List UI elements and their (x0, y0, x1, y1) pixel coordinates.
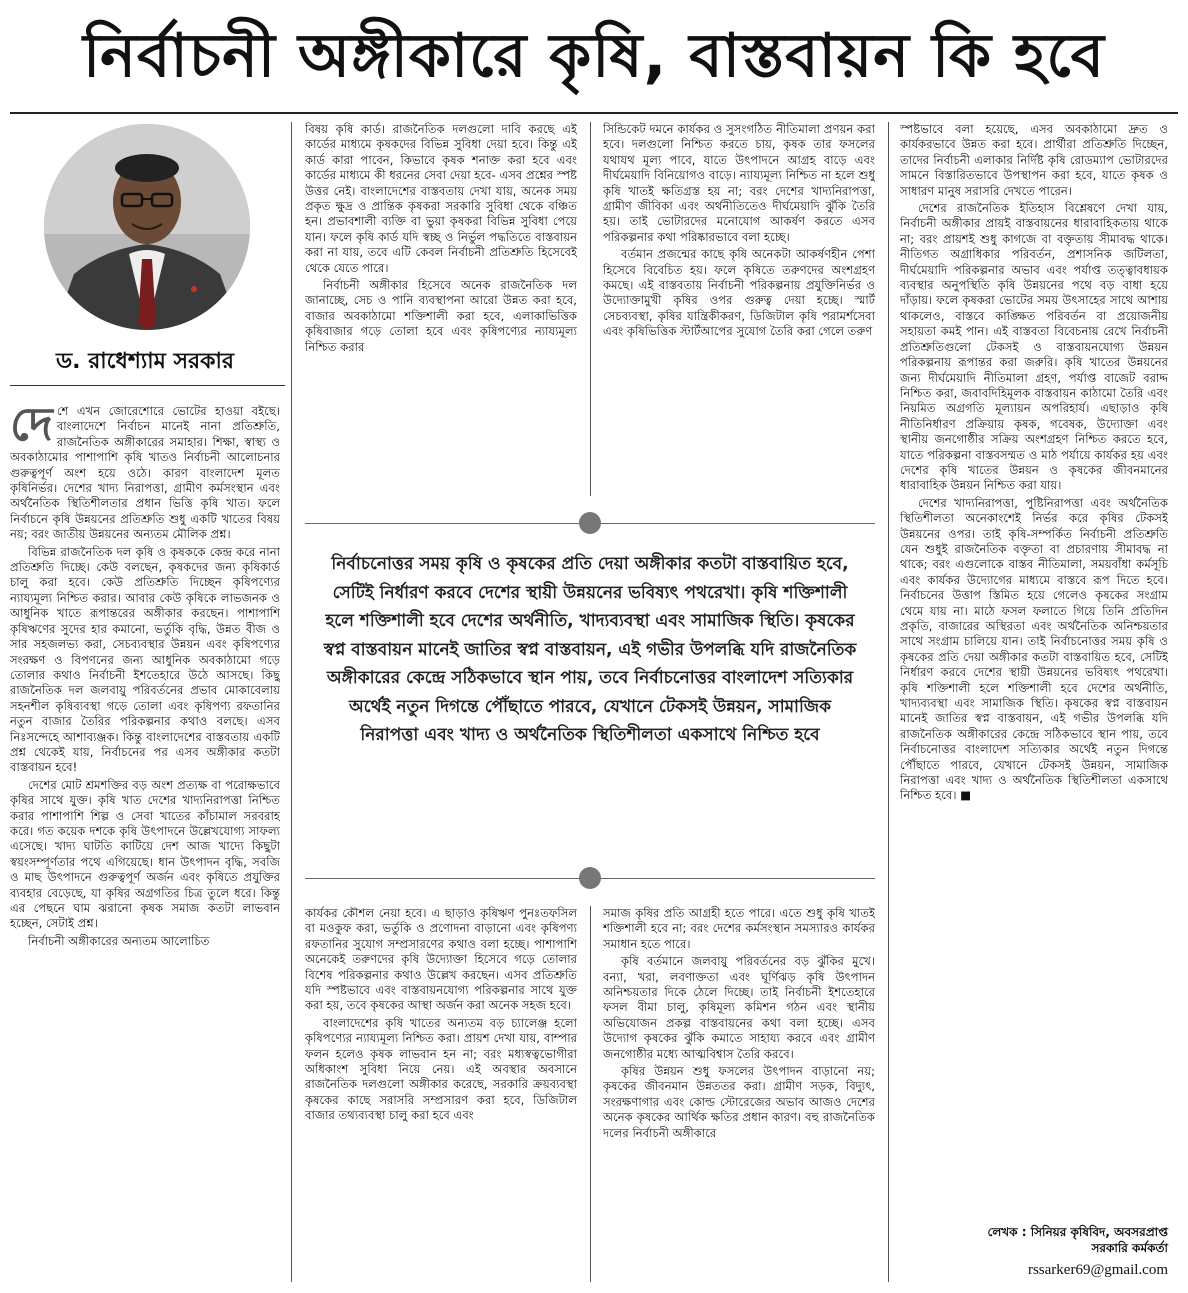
paragraph (10, 404, 280, 543)
headline: নির্বাচনী অঙ্গীকারে কৃষি, বাস্তবায়ন কি হবে (82, 21, 1106, 91)
paragraph: বিষয় কৃষি কার্ড। রাজনৈতিক দলগুলো দাবি করছে এই কার্ডের মাধ্যমে কৃষকদের বিভিন্ন সুবিধা দেয়া হবে। কিন্তু এই কার্ড কারা পাবেন, কিভাবে কৃষক শনাক্ত করা হবে এবং কার্ডের মাধ্যমে কী ধরনের সেবা দেয়া হবে- এসব প্রশ্নের স্পষ্ট উত্তর নেই। বাংলাদেশের বাস্তবতায় দেখা যায়, অনেক সময় প্রকৃত ক্ষুদ্র ও প্রান্তিক কৃষকরা সরকারি সুবিধা থেকে বঞ্চিত হন। প্রভাবশালী ব্যক্তি বা ভুয়া কৃষকরা বিভিন্ন সুবিধা পেয়ে যান। ফলে কৃষি কার্ড যদি স্বচ্ছ ও নির্ভুল পদ্ধতিতে বাস্তবায়ন করা না যায়, তবে এটি কেবল নির্বাচনী প্রতিশ্রুতি হিসেবেই থেকে যেতে পারে। (305, 122, 577, 275)
paragraph: কার্যকর কৌশল নেয়া হবে। এ ছাড়াও কৃষিঋণ পুনঃতফসিল বা মওকুফ করা, ভর্তুকি ও প্রণোদনা বাড়ানো এবং কৃষিপণ্য রফতানির সুযোগ সম্প্রসারণের কথাও বলা হচ্ছে। পাশাপাশি অনেকেই তরুণদের কৃষি উদ্যোক্তা হিসেবে গড়ে তোলার বিশেষ পরিকল্পনার কথাও উল্লেখ করছেন। এসব প্রতিশ্রুতি যদি স্পষ্টভাবে এবং বাস্তবায়নযোগ্য পরিকল্পনার সাথে যুক্ত করা হয়, তবে কৃষকের আস্থা অর্জন করা অনেক সহজ হবে। (305, 906, 577, 1013)
author-photo (44, 124, 250, 330)
paragraph: বিভিন্ন রাজনৈতিক দল কৃষি ও কৃষককে কেন্দ্র করে নানা প্রতিশ্রুতি দিচ্ছে। কেউ বলছেন, কৃষকদের জন্য কৃষিকার্ড চালু করা হবে। কেউ প্রতিশ্রুতি দিচ্ছেন কৃষিপণ্যের ন্যায্যমূল্য নিশ্চিত করার। আবার কেউ কৃষিকে লাভজনক ও আধুনিক খাতে রূপান্তরের অঙ্গীকার করছেন। পাশাপাশি কৃষিঋণের সুদের হার কমানো, ভর্তুকি বৃদ্ধি, উন্নত বীজ ও সার সহজলভ্য করা, সেচব্যবস্থার উন্নয়ন এবং কৃষিপণ্যের সংরক্ষণ ও বিপণনের জন্য আধুনিক অবকাঠামো গড়ে তোলার কথাও নির্বাচনী ইশতেহারে উঠে আসছে। কিছু রাজনৈতিক দল জলবায়ু পরিবর্তনের প্রভাব মোকাবেলায় সহনশীল কৃষিব্যবস্থা গড়ে তোলা এবং কৃষিপণ্য রফতানির নতুন বাজার তৈরির পরিকল্পনার কথাও বলছে। এসব নিঃসন্দেহে আশাব্যঞ্জক। কিন্তু বাংলাদেশের বাস্তবতায় একটি প্রশ্ন থেকেই যায়, নির্বাচনের পর এসব অঙ্গীকার কতটা বাস্তবায়ন হবে! (10, 544, 280, 775)
column-3-top (603, 122, 875, 496)
dropcap: দে (10, 404, 53, 451)
column-2-top (305, 122, 577, 496)
author-note-line-2: সরকারি কর্মকর্তা (1091, 1241, 1168, 1255)
paragraph: বর্তমান প্রজন্মের কাছে কৃষি অনেকটা আকর্ষণহীন পেশা হিসেবে বিবেচিত হয়। ফলে কৃষিতে তরুণদের অংশগ্রহণ কমছে। এই বাস্তবতায় নির্বাচনী পরিকল্পনায় প্রযুক্তিনির্ভর ও উদ্যোক্তামুখী কৃষির ওপর গুরুত্ব দেয়া হচ্ছে। স্মার্ট সেচব্যবস্থা, কৃষির যান্ত্রিকীকরণ, ডিজিটাল কৃষি পরামর্শসেবা এবং কৃষিভিত্তিক স্টার্টআপের সুযোগ তৈরি করা গেলে তরুণ (603, 247, 875, 339)
paragraph: নির্বাচনী অঙ্গীকারের অন্যতম আলোচিত (28, 933, 210, 948)
byline-rule (10, 385, 285, 386)
paragraph: বাংলাদেশের কৃষি খাতের অন্যতম বড় চ্যালেঞ্জ হলো কৃষিপণ্যের ন্যায্যমূল্য নিশ্চিত করা। প্রায়শ দেখা যায়, বাম্পার ফলন হলেও কৃষক লাভবান হন না; বরং মধ্যস্বত্বভোগীরা অধিকাংশ সুবিধা নিয়ে নেয়। এই অবস্থার অবসানে রাজনৈতিক দলগুলো অঙ্গীকার করেছে, সরকারি ক্রয়ব্যবস্থা কৃষকের কাছে সরাসরি সম্প্রসারণ করা হবে, ডিজিটাল বাজার তথ্যব্যবস্থা চালু করা হবে এবং (305, 1015, 577, 1123)
column-divider (291, 122, 292, 1282)
column-3-bottom (603, 906, 875, 1282)
author-byline: ড. রাধেশ্যাম সরকার (55, 349, 235, 374)
pull-quote-text: নির্বাচনোত্তর সময় কৃষি ও কৃষকের প্রতি দেয়া অঙ্গীকার কতটা বাস্তবায়িত হবে, সেটিই নির্ধারণ করবে দেশের স্থায়ী উন্নয়নের ভবিষ্যৎ পথরেখা। কৃষি শক্তিশালী হলে শক্তিশালী হবে দেশের অর্থনীতি, খাদ্যব্যবস্থা এবং সামাজিক স্থিতি। কৃষকের স্বপ্ন বাস্তবায়ন মানেই জাতির স্বপ্ন বাস্তবায়ন, এই গভীর উপলব্ধি যদি রাজনৈতিক অঙ্গীকারের কেন্দ্রে সঠিকভাবে স্থান পায়, তবে নির্বাচনোত্তর বাংলাদেশ সত্যিকার অর্থেই নতুন দিগন্তে পৌঁছাতে পারবে, যেখানে টেকসই উন্নয়ন, সামাজিক নিরাপত্তা এবং খাদ্য ও অর্থনৈতিক স্থিতিশীলতা একসাথে নিশ্চিত হবে (323, 554, 857, 745)
paragraph: দেশের মোট শ্রমশক্তির বড় অংশ প্রত্যক্ষ বা পরোক্ষভাবে কৃষির সাথে যুক্ত। কৃষি খাত দেশের খাদ্যনিরাপত্তা নিশ্চিত করার পাশাপাশি শিল্প ও সেবা খাতের কাঁচামাল সরবরাহ করে। গত কয়েক দশকে কৃষি উৎপাদনে উল্লেখযোগ্য সাফল্য এসেছে। খাদ্য ঘাটতি কাটিয়ে দেশ আজ খাদ্যে কিছুটা স্বয়ংসম্পূর্ণতার পথে এগিয়েছে। ধান উৎপাদন বৃদ্ধি, সবজি ও মাছ উৎপাদনে গুরুত্বপূর্ণ অর্জন এবং কৃষিতে প্রযুক্তির ব্যবহার বেড়েছে, যা কৃষির অগ্রগতির চিত্র তুলে ধরে। কিন্তু এর পেছনে ঘাম ঝরানো কৃষক সমাজ কতটা লাভবান হচ্ছেন, সেটাই প্রশ্ন। (10, 777, 280, 931)
paragraph: কৃষি বর্তমানে জলবায়ু পরিবর্তনের বড় ঝুঁকির মুখে। বন্যা, খরা, লবণাক্ততা এবং ঘূর্ণিঝড় কৃষি উৎপাদন অনিশ্চয়তার দিকে ঠেলে দিচ্ছে। তাই নির্বাচনী ইশতেহারে ফসল বীমা চালু, কৃষিমূল্য কমিশন গঠন এবং স্থানীয় অভিযোজন প্রকল্প বাস্তবায়নের কথা বলা হচ্ছে। এসব উদ্যোগ কৃষকের ঝুঁকি কমাতে সাহায্য করবে এবং গ্রামীণ জনগোষ্ঠীর মধ্যে আত্মবিশ্বাস তৈরি করবে। (603, 954, 875, 1061)
paragraph: কৃষির উন্নয়ন শুধু ফসলের উৎপাদন বাড়ানো নয়; কৃষকের জীবনমান উন্নততর করা। গ্রামীণ সড়ক, বিদ্যুৎ, সংরক্ষণাগার এবং কোল্ড স্টোরেজের অভাব আজও দেশের অনেক কৃষকের আর্থিক ক্ষতির প্রধান কারণ। বহু রাজনৈতিক দলের নির্বাচনী অঙ্গীকারে (603, 1064, 875, 1140)
quote-ornament-bottom (579, 867, 601, 889)
column-divider (590, 906, 591, 1282)
column-1 (10, 404, 280, 1282)
author-note (900, 1224, 1168, 1256)
paragraph: সমাজ কৃষির প্রতি আগ্রহী হতে পারে। এতে শুধু কৃষি খাতই শক্তিশালী হবে না; বরং দেশের কর্মসংস্থান সমস্যারও কার্যকর সমাধান হতে পারে। (603, 906, 875, 951)
headline-rule (10, 112, 1178, 114)
author-email: rssarker69@gmail.com (1027, 1262, 1168, 1278)
author-portrait-image (44, 124, 250, 330)
column-divider (888, 122, 889, 1282)
paragraph: সিন্ডিকেট দমনে কার্যকর ও সুসংগঠিত নীতিমালা প্রণয়ন করা হবে। দলগুলো নিশ্চিত করতে চায়, কৃষক তার ফসলের যথাযথ মূল্য পাবে, যাতে উৎপাদনে আগ্রহ বাড়ে এবং দীর্ঘমেয়াদি বিনিয়োগও বাড়ে। ন্যায্যমূল্য নিশ্চিত না হলে শুধু কৃষি খাতই ক্ষতিগ্রস্ত হয় না; বরং দেশের খাদ্যনিরাপত্তা, গ্রামীণ জীবিকা এবং অর্থনীতিতেও দীর্ঘমেয়াদি ঝুঁকি তৈরি হয়। তাই ভোটারদের মনোযোগ আকর্ষণ করতে এসব পরিকল্পনার কথা পরিষ্কারভাবে বলা হচ্ছে। (603, 122, 875, 244)
column-4 (900, 122, 1168, 1218)
paragraph: দেশের খাদ্যনিরাপত্তা, পুষ্টিনিরাপত্তা এবং অর্থনৈতিক স্থিতিশীলতা অনেকাংশেই নির্ভর করে কৃষির টেকসই উন্নয়নের ওপর। তাই কৃষি-সম্পর্কিত নির্বাচনী প্রতিশ্রুতি যেন শুধুই রাজনৈতিক বক্তৃতা বা প্রচারণায় সীমাবদ্ধ না থাকে; বরং এগুলোকে বাস্তব নীতিমালা, সময়বাঁধা কর্মসূচি এবং কার্যকর উদ্যোগের মাধ্যমে বাস্তবে রূপ দিতে হবে। নির্বাচনের উত্তাপ স্তিমিত হয়ে গেলেও কৃষকের সংগ্রাম থেমে যায় না। মাঠে ফসল ফলাতে গিয়ে তিনি প্রতিদিন প্রকৃতি, বাজারের অস্থিরতা এবং অর্থনৈতিক অনিশ্চয়তার সাথে সংগ্রাম চালিয়ে যান। তাই নির্বাচনোত্তর সময় কৃষি ও কৃষকের প্রতি দেয়া অঙ্গীকার কতটা বাস্তবায়িত হবে, সেটিই নির্ধারণ করবে দেশের স্থায়ী উন্নয়নের ভবিষ্যৎ পথরেখা। কৃষি শক্তিশালী হলে শক্তিশালী হবে দেশের অর্থনীতি, খাদ্যব্যবস্থা এবং সামাজিক স্থিতি। কৃষকের স্বপ্ন বাস্তবায়ন মানেই জাতির স্বপ্ন বাস্তবায়ন, এই গভীর উপলব্ধি যদি রাজনৈতিক অঙ্গীকারের কেন্দ্রে সঠিকভাবে স্থান পায়, তবে নির্বাচনোত্তর বাংলাদেশ সত্যিকার অর্থেই নতুন দিগন্তে পৌঁছাতে পারবে, যেখানে টেকসই উন্নয়ন, সামাজিক নিরাপত্তা এবং খাদ্য ও অর্থনৈতিক স্থিতিশীলতা একসাথে নিশ্চিত হবে। ■ (900, 495, 1168, 803)
pull-quote (305, 522, 875, 878)
author-note-line-1: লেখক : সিনিয়র কৃষিবিদ, অবসরপ্রাপ্ত (987, 1225, 1168, 1239)
column-divider (590, 122, 591, 496)
column-2-bottom (305, 906, 577, 1282)
paragraph-text: শে এখন জোরেশোরে ভোটের হাওয়া বইছে। বাংলাদেশে নির্বাচন মানেই নানা প্রতিশ্রুতি, রাজনৈতিক অঙ্গীকারের সমাহার। শিক্ষা, স্বাস্থ্য ও অবকাঠামোর পাশাপাশি কৃষি খাতও নির্বাচনী আলোচনার গুরুত্বপূর্ণ অংশ হয়ে ওঠে। কারণ বাংলাদেশ মূলত কৃষিনির্ভর। দেশের খাদ্য নিরাপত্তা, গ্রামীণ কর্মসংস্থান এবং অর্থনৈতিক স্থিতিশীলতার প্রধান ভিত্তি কৃষি খাত। ফলে নির্বাচনে কৃষি উন্নয়নের প্রতিশ্রুতি শুধু একটি খাতের বিষয় নয়; বরং জাতীয় উন্নয়নের অন্যতম মৌলিক প্রশ্ন। (10, 404, 280, 542)
paragraph: নির্বাচনী অঙ্গীকার হিসেবে অনেক রাজনৈতিক দল জানাচ্ছে, সেচ ও পানি ব্যবস্থাপনা আরো উন্নত করা হবে, বাজার অবকাঠামো শক্তিশালী করা হবে, এলাকাভিত্তিক কৃষিবাজার গড়ে তোলা হবে এবং কৃষিপণ্যের ন্যায্যমূল্য নিশ্চিত করার (305, 278, 577, 354)
paragraph: দেশের রাজনৈতিক ইতিহাস বিশ্লেষণে দেখা যায়, নির্বাচনী অঙ্গীকার প্রায়ই বাস্তবায়নের ধারাবাহিকতায় থাকে না; বরং প্রায়শই শুধু কাগজে বা বক্তৃতায় সীমাবদ্ধ থাকে। নীতিগত অগ্রাধিকার পরিবর্তন, প্রশাসনিক জটিলতা, দীর্ঘমেয়াদি পরিকল্পনার অভাব এবং পর্যাপ্ত তত্ত্বাবধায়ক ব্যবস্থার অনুপস্থিতি কৃষি উন্নয়নের পথে বড় বাধা হয়ে দাঁড়ায়। ফলে কৃষকরা ভোটের সময় উৎসাহের সাথে আশায় থাকলেও, বাস্তবে কাঙ্ক্ষিত পরিবর্তন বা প্রয়োজনীয় সহায়তা কমই পান। এই বাস্তবতা বিবেচনায় রেখে নির্বাচনী প্রতিশ্রুতিগুলো টেকসই ও বাস্তবায়নযোগ্য উন্নয়ন পরিকল্পনায় রূপান্তর করা জরুরি। কৃষি খাতের উন্নয়নের জন্য দীর্ঘমেয়াদি নীতিমালা গ্রহণ, পর্যাপ্ত বাজেট বরাদ্দ নিশ্চিত করা, জবাবদিহিমূলক বাস্তবায়ন কাঠামো তৈরি এবং নিয়মিত অগ্রগতি মূল্যায়ন অপরিহার্য। এছাড়াও কৃষি নীতিনির্ধারণ প্রক্রিয়ায় কৃষক, গবেষক, উদ্যোক্তা এবং স্থানীয় জনগোষ্ঠীর সক্রিয় অংশগ্রহণ নিশ্চিত করতে হবে, যাতে পরিকল্পনা বাস্তবসম্মত ও মাঠ পর্যায়ে কার্যকর হয় এবং দেশের কৃষি খাতের উন্নয়ন ও কৃষকের জীবনমানের ধারাবাহিক উন্নয়ন নিশ্চিত করা যায়। (900, 201, 1168, 493)
paragraph: স্পষ্টভাবে বলা হয়েছে, এসব অবকাঠামো দ্রুত ও কার্যকরভাবে উন্নত করা হবে। প্রার্থীরা প্রতিশ্রুতি দিচ্ছেন, তাদের নির্বাচনী এলাকার নির্দিষ্ট কৃষি রোডম্যাপ ভোটারদের সামনে বিস্তারিতভাবে উপস্থাপন করা হবে, যাতে কৃষক ও সাধারণ মানুষ সরাসরি দেখতে পারেন। (900, 122, 1168, 198)
